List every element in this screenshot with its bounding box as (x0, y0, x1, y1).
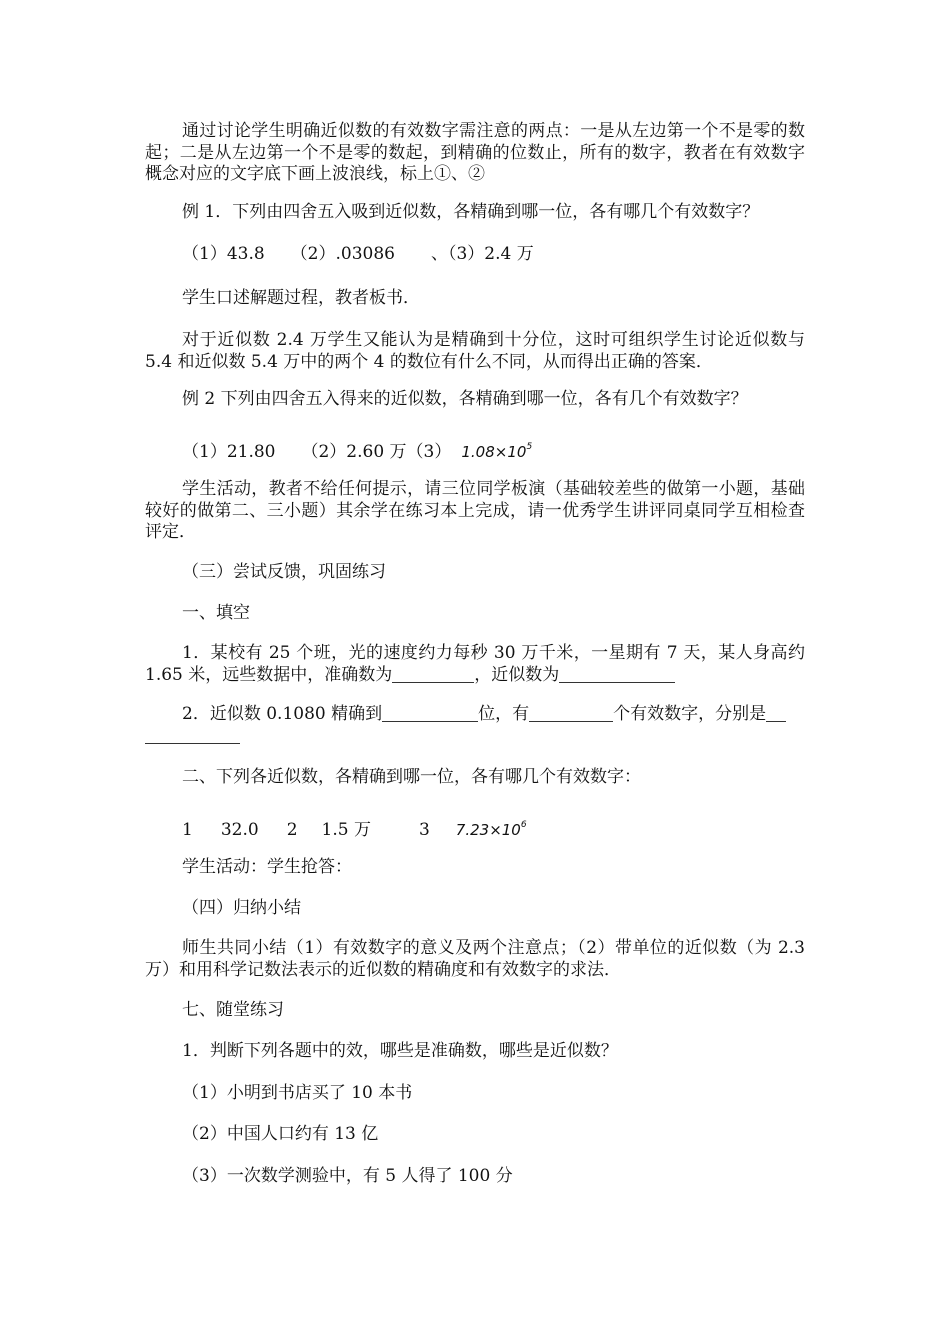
example-1-item-1: （1）43.8 (182, 244, 265, 264)
answer-blank-count[interactable] (529, 705, 613, 722)
example-2-title: 例 2 下列由四舍五入得来的近似数，各精确到哪一位，各有几个有效数字？ (182, 389, 748, 409)
example-1-items (145, 244, 805, 266)
summary-paragraph: 师生共同小结（1）有效数字的意义及两个注意点；（2）带单位的近似数（为 2.3 万）和用科学记数法表示的近似数的精确度和有效数字的求法． (145, 938, 805, 980)
section-7-heading: 七、随堂练习 (182, 1000, 284, 1020)
section-4-heading: （四）归纳小结 (182, 898, 301, 918)
intro-paragraph: 通过讨论学生明确近似数的有效数字需注意的两点：一是从左边第一个不是零的数起；二是从左边第一个不是零的数起，到精确的位数止，所有的数字，教者在有效数字概念对应的文字底下画上波浪线，标上①、② (145, 121, 805, 184)
answer-blank-precision[interactable] (382, 705, 478, 722)
question-2: 2．近似数 0.1080 精确到 位，有 个有效数字，分别是 (145, 704, 805, 747)
judge-item-3: （3）一次数学测验中，有 5 人得了 100 分 (182, 1166, 513, 1186)
judge-item-1: （1）小明到书店买了 10 本书 (182, 1083, 413, 1103)
answer-blank-digits-start[interactable] (766, 705, 786, 722)
part-2-items: 1 32.0 2 1.5 万 3 $7.23\times 10^6$ (182, 820, 527, 840)
answer-blank-digits[interactable] (145, 727, 240, 744)
fill-in-heading: 一、填空 (182, 603, 250, 623)
discussion-paragraph: 对于近似数 2.4 万学生又能认为是精确到十分位，这时可组织学生讨论近似数与 5.4 和近似数 5.4 万中的两个 4 的数位有什么不同，从而得出正确的答案． (145, 330, 805, 372)
answer-blank-exact[interactable] (392, 666, 474, 683)
activity-paragraph: 学生活动，教者不给任何提示，请三位同学板演（基础较差些的做第一小题，基础较好的做第二、三小题）其余学在练习本上完成，请一优秀学生讲评同桌同学互相检查评定． (145, 479, 805, 542)
example-2-items (145, 437, 805, 464)
example-2-scientific-notation: $1.08\times 10^5$ (461, 442, 533, 461)
example-1-item-3: （3）2.4 万 (447, 244, 534, 264)
section-3-heading: （三）尝试反馈，巩固练习 (182, 562, 386, 582)
part-2-heading: 二、下列各近似数，各精确到哪一位，各有哪几个有效数字： (182, 767, 641, 787)
answer-blank-approx[interactable] (559, 666, 675, 683)
example-1-item-2: （2）.03086 (290, 244, 395, 264)
activity-2: 学生活动：学生抢答： (182, 857, 352, 877)
question-1: 1．某校有 25 个班，光的速度约力每秒 30 万千米，一星期有 7 天，某人身高约 1.65 米，远些数据中，准确数为 ，近似数为 (145, 643, 805, 685)
judge-heading: 1．判断下列各题中的效，哪些是准确数，哪些是近似数？ (182, 1041, 618, 1061)
judge-item-2: （2）中国人口约有 13 亿 (182, 1124, 379, 1144)
part-2-scientific-notation: $7.23\times 10^6$ (455, 820, 527, 839)
student-oral-note: 学生口述解题过程，教者板书． (182, 288, 420, 308)
example-1-title: 例 1．下列由四舍五入吸到近似数，各精确到哪一位，各有哪几个有效数字？ (182, 202, 760, 222)
example-2-item-1: （1）21.80 (182, 442, 276, 462)
example-2-item-2: （2）2.60 万（3） (301, 442, 452, 462)
example-1-separator: 、 (430, 244, 448, 264)
